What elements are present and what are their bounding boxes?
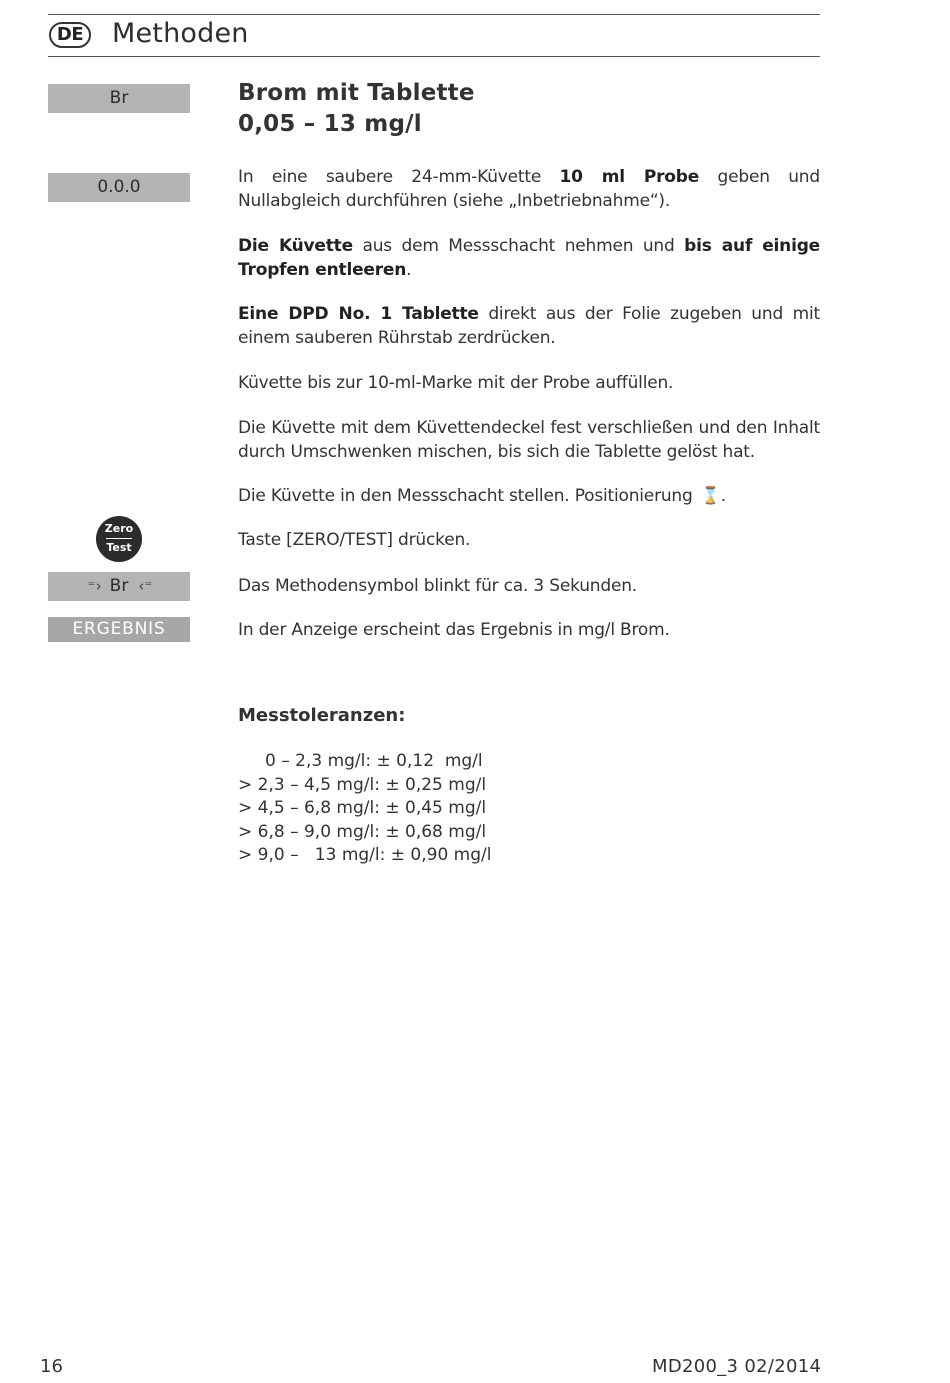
tolerance-row: > 9,0 – 13 mg/l: ± 0,90 mg/l	[238, 845, 492, 865]
step-9	[238, 618, 820, 642]
step-1-text-b: geben und Nullabgleich durchführen (siehe „Inbetriebnahme“).	[238, 167, 820, 211]
step-2	[238, 234, 820, 282]
step-2-text-a: aus dem Messschacht nehmen und	[352, 236, 685, 256]
page-number: 16	[40, 1356, 63, 1377]
step-3	[238, 302, 820, 350]
step-8-text: Das Methodensymbol blinkt für ca. 3 Sekunden.	[238, 576, 637, 596]
zero-label: Zero	[104, 522, 134, 535]
step-1-bold: 10 ml Probe	[559, 167, 700, 187]
result-display: ERGEBNIS	[48, 617, 190, 642]
header-top-rule	[48, 14, 820, 15]
step-3-bold: Eine DPD No. 1 Tablette	[238, 304, 479, 324]
step-2-text-b: .	[406, 260, 412, 280]
language-badge: DE	[49, 22, 91, 48]
step-2-bold-a: Die Küvette	[238, 236, 353, 256]
step-5	[238, 416, 820, 464]
step-4	[238, 371, 820, 395]
step-1-text-a: In eine saubere 24-mm-Küvette	[238, 167, 560, 187]
step-4-text: Küvette bis zur 10-ml-Marke mit der Probe auffüllen.	[238, 373, 674, 393]
tolerances-list	[238, 750, 491, 868]
step-7-text: Taste [ZERO/TEST] drücken.	[238, 530, 471, 550]
tolerance-row: > 6,8 – 9,0 mg/l: ± 0,68 mg/l	[238, 821, 487, 842]
zero-test-button-icon	[96, 516, 142, 562]
method-display-symbol: Br	[48, 84, 190, 113]
step-8	[238, 574, 820, 598]
header-bottom-rule	[48, 56, 820, 57]
zero-test-divider	[106, 538, 132, 539]
step-6-period: .	[720, 486, 726, 506]
method-title: Brom mit Tablette	[238, 80, 475, 106]
step-1	[238, 165, 820, 213]
document-reference: MD200_3 02/2014	[652, 1356, 822, 1377]
tolerance-row: > 2,3 – 4,5 mg/l: ± 0,25 mg/l	[238, 774, 487, 795]
tolerances-title: Messtoleranzen:	[238, 705, 406, 726]
tolerance-row: 0 – 2,3 mg/l: ± 0,12 mg/l	[238, 751, 483, 771]
step-9-text: In der Anzeige erscheint das Ergebnis in mg/l Brom.	[238, 620, 670, 640]
hourglass-icon: ⌛	[702, 486, 719, 506]
method-range: 0,05 – 13 mg/l	[238, 111, 422, 137]
blinking-method-display	[48, 572, 190, 601]
blink-left-icon: ⁼›	[87, 577, 102, 595]
step-7	[238, 528, 820, 552]
tolerance-row: > 4,5 – 6,8 mg/l: ± 0,45 mg/l	[238, 798, 487, 818]
step-3-text: direkt aus der Folie zugeben und mit einem sauberen Rührstab zerdrücken.	[238, 304, 820, 348]
page-title: Methoden	[112, 18, 249, 49]
blink-symbol: Br	[109, 576, 129, 596]
step-2-bold-b: bis auf einige Tropfen entleeren	[238, 236, 821, 280]
test-label: Test	[106, 541, 132, 554]
blink-right-icon: ‹⁼	[138, 577, 153, 595]
step-6-text: Die Küvette in den Messschacht stellen. Positionierung	[238, 486, 698, 506]
zero-display: 0.0.0	[48, 173, 190, 202]
step-6	[238, 484, 820, 508]
step-5-text: Die Küvette mit dem Küvettendeckel fest verschließen und den Inhalt durch Umschwenken mischen, bis sich die Tablette gelöst hat.	[238, 418, 820, 462]
